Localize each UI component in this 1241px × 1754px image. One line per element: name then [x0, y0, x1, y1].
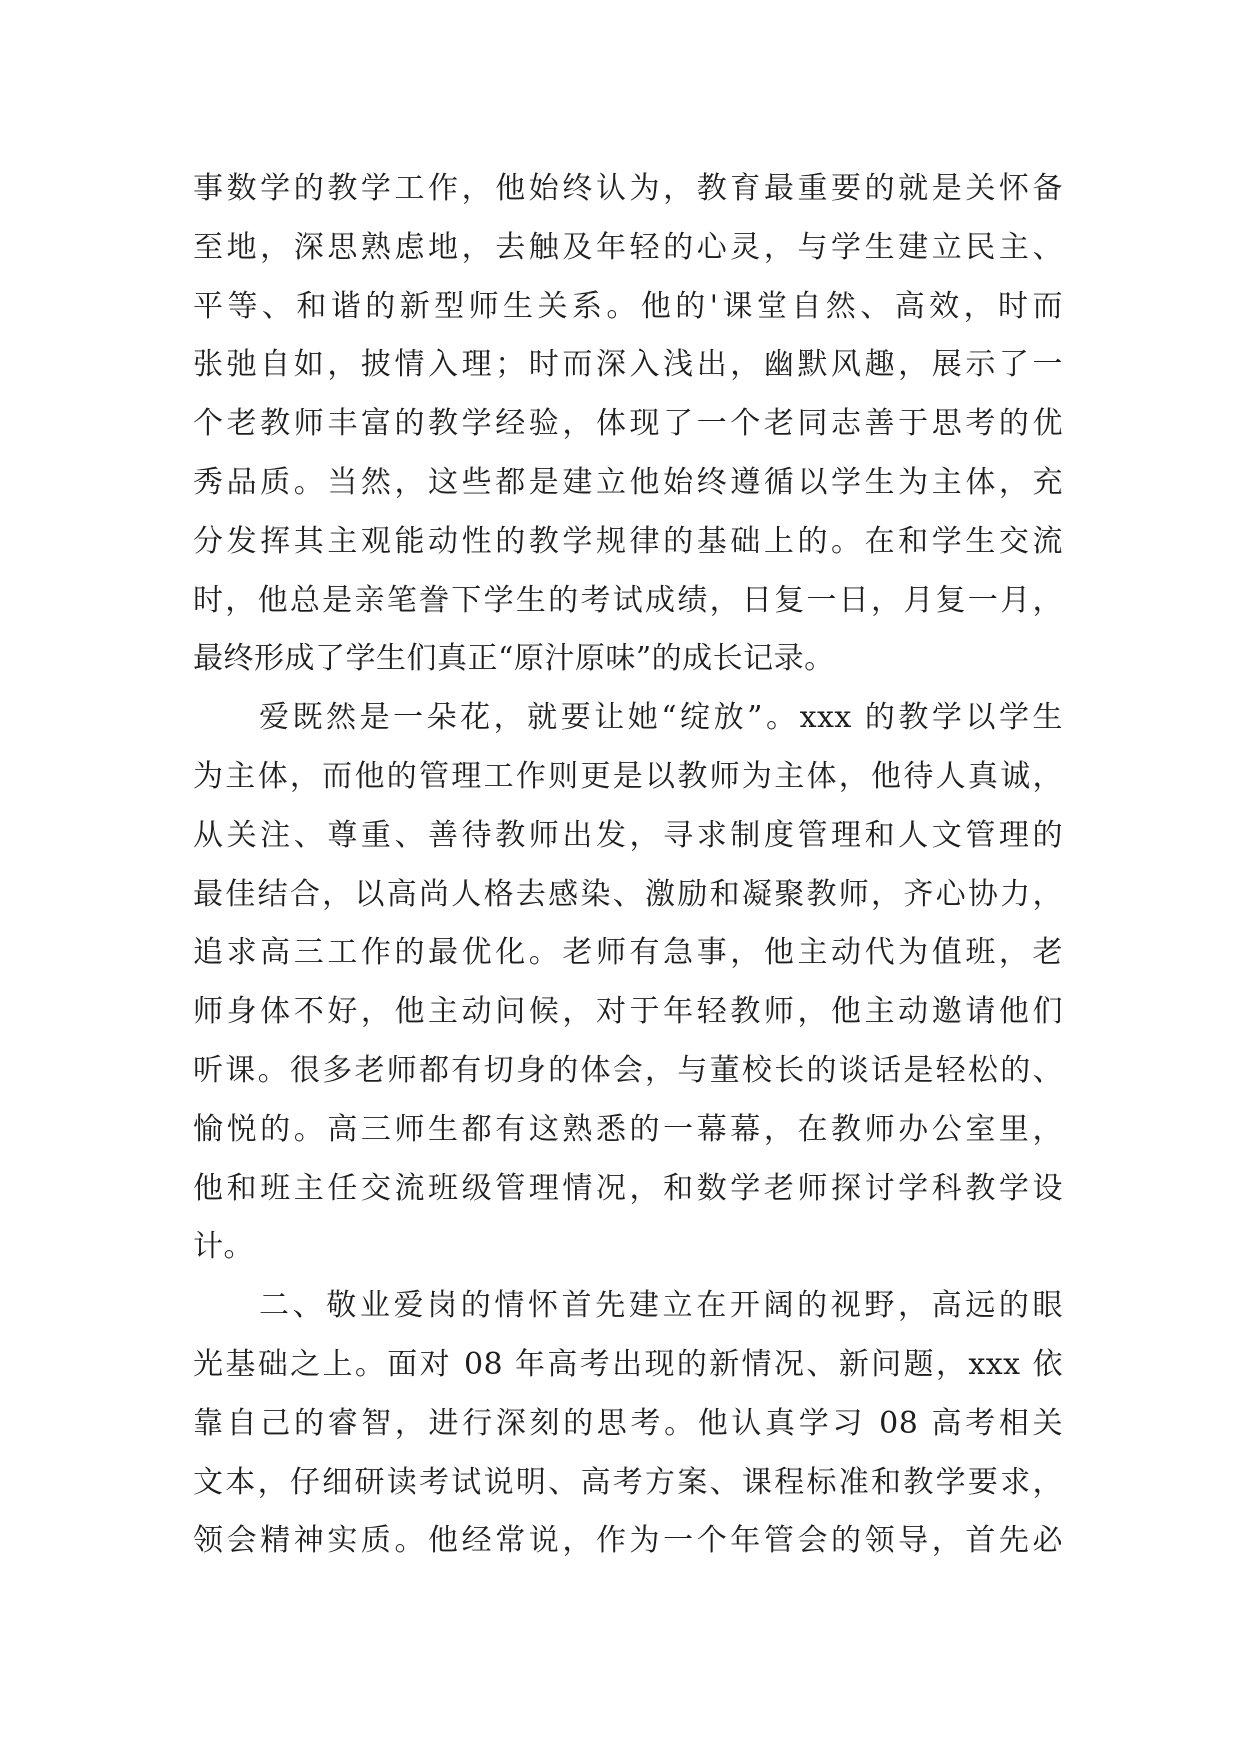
text-line: 分发挥其主观能动性的教学规律的基础上的。在和学生交流 — [193, 523, 1063, 559]
text-line: 至地，深思熟虑地，去触及年轻的心灵，与学生建立民主、 — [193, 229, 1063, 265]
text-line: 最佳结合，以高尚人格去感染、激励和凝聚教师，齐心协力， — [193, 876, 1063, 912]
text-line: 事数学的教学工作，他始终认为，教育最重要的就是关怀备 — [193, 171, 1063, 206]
text-line: 文本，仔细研读考试说明、高考方案、课程标准和教学要求， — [193, 1464, 1063, 1500]
paragraph-first-line: 二、敬业爱岗的情怀首先建立在开阔的视野，高远的眼 — [259, 1288, 1063, 1324]
text-line: 光基础之上。面对 08 年高考出现的新情况、新问题，xxx 依 — [193, 1346, 1063, 1382]
paragraph-first-line: 爱既然是一朵花，就要让她“绽放”。xxx 的教学以学生 — [259, 700, 1063, 736]
text-line: 听课。很多老师都有切身的体会，与董校长的谈话是轻松的、 — [193, 1052, 1063, 1088]
text-line: 从关注、尊重、善待教师出发，寻求制度管理和人文管理的 — [193, 817, 1063, 853]
text-line: 计。 — [193, 1229, 254, 1265]
text-line: 他和班主任交流班级管理情况，和数学老师探讨学科教学设 — [193, 1170, 1063, 1206]
document-body — [193, 160, 1063, 1571]
text-line: 最终形成了学生们真正“原汁原味”的成长记录。 — [193, 641, 835, 677]
text-line: 领会精神实质。他经常说，作为一个年管会的领导，首先必 — [193, 1523, 1063, 1559]
text-line: 为主体，而他的管理工作则更是以教师为主体，他待人真诚， — [193, 758, 1063, 794]
text-line: 追求高三工作的最优化。老师有急事，他主动代为值班，老 — [193, 935, 1063, 971]
text-line: 时，他总是亲笔誊下学生的考试成绩，日复一日，月复一月， — [193, 582, 1063, 618]
text-line: 平等、和谐的新型师生关系。他的'课堂自然、高效，时而 — [193, 288, 1063, 324]
text-line: 秀品质。当然，这些都是建立他始终遵循以学生为主体，充 — [193, 464, 1063, 500]
text-line: 愉悦的。高三师生都有这熟悉的一幕幕，在教师办公室里， — [193, 1111, 1063, 1147]
text-line: 张弛自如，披情入理；时而深入浅出，幽默风趣，展示了一 — [193, 347, 1063, 383]
text-line: 靠自己的睿智，进行深刻的思考。他认真学习 08 高考相关 — [193, 1405, 1063, 1441]
text-line: 个老教师丰富的教学经验，体现了一个老同志善于思考的优 — [193, 406, 1063, 442]
text-line: 师身体不好，他主动问候，对于年轻教师，他主动邀请他们 — [193, 994, 1063, 1030]
